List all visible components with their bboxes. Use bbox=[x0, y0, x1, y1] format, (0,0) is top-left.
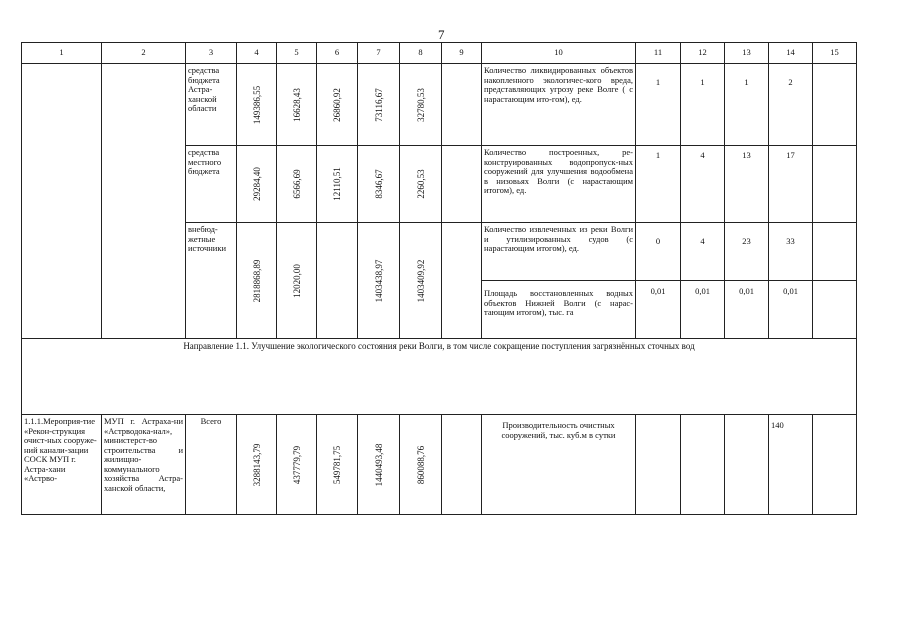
indicator-value: 0,01 bbox=[681, 281, 725, 339]
indicator-text: Производительность очистных сооружений, тыс. куб.м в сутки bbox=[482, 415, 636, 515]
value-cell: 1403438,97 bbox=[358, 223, 400, 339]
col-header: 8 bbox=[400, 43, 442, 64]
funding-source: средства местного бюджета bbox=[186, 146, 237, 223]
value-cell: 437779,79 bbox=[277, 415, 317, 515]
col-header: 15 bbox=[813, 43, 857, 64]
page-number: 7 bbox=[438, 27, 445, 42]
col-header: 11 bbox=[636, 43, 681, 64]
value-cell bbox=[317, 223, 358, 339]
indicator-value: 1 bbox=[636, 146, 681, 223]
empty-cell bbox=[442, 223, 482, 339]
empty-cell bbox=[813, 64, 857, 146]
column-number-row bbox=[22, 43, 857, 64]
measure-cell: 1.1.1.Мероприя-тие «Рекон-струкция очист-ных сооруже-ний канали-зации СОСК МУП г. Астра-хани «Астрво- bbox=[22, 415, 102, 515]
value-cell: 549781,75 bbox=[317, 415, 358, 515]
direction-row bbox=[22, 339, 857, 415]
value-cell: 3288143,79 bbox=[237, 415, 277, 515]
indicator-value: 13 bbox=[725, 146, 769, 223]
col-header: 12 bbox=[681, 43, 725, 64]
value-cell: 8346,67 bbox=[358, 146, 400, 223]
indicator-value: 23 bbox=[725, 223, 769, 281]
indicator-value: 0 bbox=[636, 223, 681, 281]
value-cell: 73116,67 bbox=[358, 64, 400, 146]
value-cell: 6566,69 bbox=[277, 146, 317, 223]
col-header: 3 bbox=[186, 43, 237, 64]
empty-cell bbox=[681, 415, 725, 515]
direction-title: Направление 1.1. Улучшение экологического состояния реки Волги, в том числе сокращение поступления загрязнённых сточных вод bbox=[22, 339, 857, 415]
indicator-text: Количество построенных, ре-конструированных водопропуск-ных сооружений для улучшения водообмена в низовьях Волги (с нарастающим итогом), ед. bbox=[482, 146, 636, 223]
value-cell: 1440493,48 bbox=[358, 415, 400, 515]
value-cell: 32780,53 bbox=[400, 64, 442, 146]
funding-source: внебюд-жетные источники bbox=[186, 223, 237, 339]
value-cell: 860088,76 bbox=[400, 415, 442, 515]
value-cell: 2260,53 bbox=[400, 146, 442, 223]
indicator-value: 33 bbox=[769, 223, 813, 281]
indicator-value: 0,01 bbox=[769, 281, 813, 339]
empty-cell bbox=[442, 146, 482, 223]
col-header: 5 bbox=[277, 43, 317, 64]
executor-cell bbox=[102, 64, 186, 339]
col-header: 9 bbox=[442, 43, 482, 64]
col-header: 1 bbox=[22, 43, 102, 64]
empty-cell bbox=[813, 415, 857, 515]
col-header: 2 bbox=[102, 43, 186, 64]
empty-cell bbox=[442, 64, 482, 146]
funding-source: Всего bbox=[186, 415, 237, 515]
indicator-text: Количество извлеченных из реки Волги и утилизированных судов (с нарастающим итогом), ед. bbox=[482, 223, 636, 281]
empty-cell bbox=[725, 415, 769, 515]
value-cell: 12020,00 bbox=[277, 223, 317, 339]
measure-cell bbox=[22, 64, 102, 339]
empty-cell bbox=[813, 146, 857, 223]
col-header: 10 bbox=[482, 43, 636, 64]
value-cell: 149386,55 bbox=[237, 64, 277, 146]
indicator-text: Площадь восстановленных водных объектов Нижней Волги (с нарас-тающим итогом), тыс. га bbox=[482, 281, 636, 339]
indicator-value: 4 bbox=[681, 223, 725, 281]
col-header: 7 bbox=[358, 43, 400, 64]
indicator-value: 140 bbox=[769, 415, 813, 515]
indicator-value: 1 bbox=[681, 64, 725, 146]
col-header: 4 bbox=[237, 43, 277, 64]
indicator-value: 1 bbox=[636, 64, 681, 146]
indicator-value: 0,01 bbox=[636, 281, 681, 339]
indicator-value: 2 bbox=[769, 64, 813, 146]
empty-cell bbox=[813, 281, 857, 339]
table-row bbox=[22, 64, 857, 146]
empty-cell bbox=[442, 415, 482, 515]
program-table bbox=[21, 42, 857, 515]
executor-cell: МУП г. Астраха-ни «Астрводока-нал», министерст-во строительства и жилищно-коммунального хозяйства Астра-ханской области, bbox=[102, 415, 186, 515]
value-cell: 2818868,89 bbox=[237, 223, 277, 339]
funding-source: средства бюджета Астра-ханской области bbox=[186, 64, 237, 146]
value-cell: 12110,51 bbox=[317, 146, 358, 223]
indicator-text: Количество ликвидированных объектов накопленного экологичес-кого вреда, представляющих угрозу реке Волге ( с нарастающим ито-гом), ед. bbox=[482, 64, 636, 146]
col-header: 6 bbox=[317, 43, 358, 64]
indicator-value: 1 bbox=[725, 64, 769, 146]
col-header: 14 bbox=[769, 43, 813, 64]
empty-cell bbox=[636, 415, 681, 515]
value-cell: 26860,92 bbox=[317, 64, 358, 146]
indicator-value: 0,01 bbox=[725, 281, 769, 339]
value-cell: 16628,43 bbox=[277, 64, 317, 146]
empty-cell bbox=[813, 223, 857, 281]
table-row bbox=[22, 415, 857, 515]
indicator-value: 17 bbox=[769, 146, 813, 223]
value-cell: 1403409,92 bbox=[400, 223, 442, 339]
col-header: 13 bbox=[725, 43, 769, 64]
indicator-value: 4 bbox=[681, 146, 725, 223]
value-cell: 29284,40 bbox=[237, 146, 277, 223]
